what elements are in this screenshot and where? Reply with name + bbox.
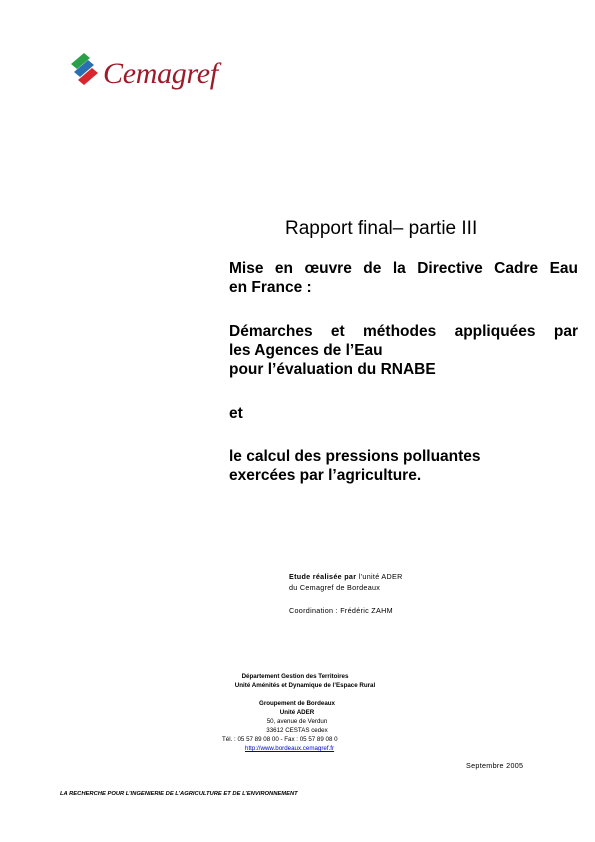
subtitle-line: Démarches et méthodes appliquées par	[229, 323, 578, 340]
address-group: Groupement de Bordeaux	[259, 700, 335, 707]
subtitle-line: en France :	[229, 279, 312, 296]
subtitle-methods	[229, 322, 578, 379]
study-credit	[289, 571, 403, 582]
logo-emblem-icon	[68, 50, 102, 86]
subtitle-line: les Agences de l’Eau	[229, 342, 383, 359]
website-link[interactable]: http://www.bordeaux.cemagref.fr	[245, 745, 335, 752]
subtitle-line: Mise en œuvre de la Directive Cadre Eau	[229, 260, 578, 277]
subtitle-line: le calcul des pressions polluantes	[229, 448, 481, 465]
study-label: Etude réalisée par	[289, 572, 357, 581]
subtitle-connector: et	[229, 405, 243, 422]
subtitle-directive	[229, 259, 578, 297]
department-unit: Unité Aménités et Dynamique de l’Espace Rural	[234, 682, 376, 689]
address-unit: Unité ADER	[279, 709, 315, 716]
address-phone: Tél. : 05 57 89 08 00 - Fax : 05 57 89 08 0	[222, 736, 338, 743]
report-title: Rapport final– partie III	[285, 218, 478, 239]
study-coordination: Coordination : Frédéric ZAHM	[289, 606, 393, 615]
study-unit: l’unité ADER	[358, 572, 403, 581]
subtitle-line: exercées par l’agriculture.	[229, 467, 422, 484]
subtitle-line: pour l’évaluation du RNABE	[229, 361, 436, 378]
footer-tagline: LA RECHERCHE POUR L’INGENIERIE DE L’AGRICULTURE ET DE L’ENVIRONNEMENT	[60, 791, 298, 797]
study-location: du Cemagref de Bordeaux	[289, 583, 381, 592]
department-name: Département Gestion des Territoires	[241, 673, 349, 680]
address-street: 50, avenue de Verdun	[266, 718, 328, 725]
publication-date: Septembre 2005	[466, 761, 524, 770]
cemagref-logo	[68, 50, 238, 96]
subtitle-pressures	[229, 447, 578, 485]
address-city: 33612 CESTAS cedex	[266, 727, 328, 734]
logo-wordmark: Cemagref	[103, 57, 218, 90]
